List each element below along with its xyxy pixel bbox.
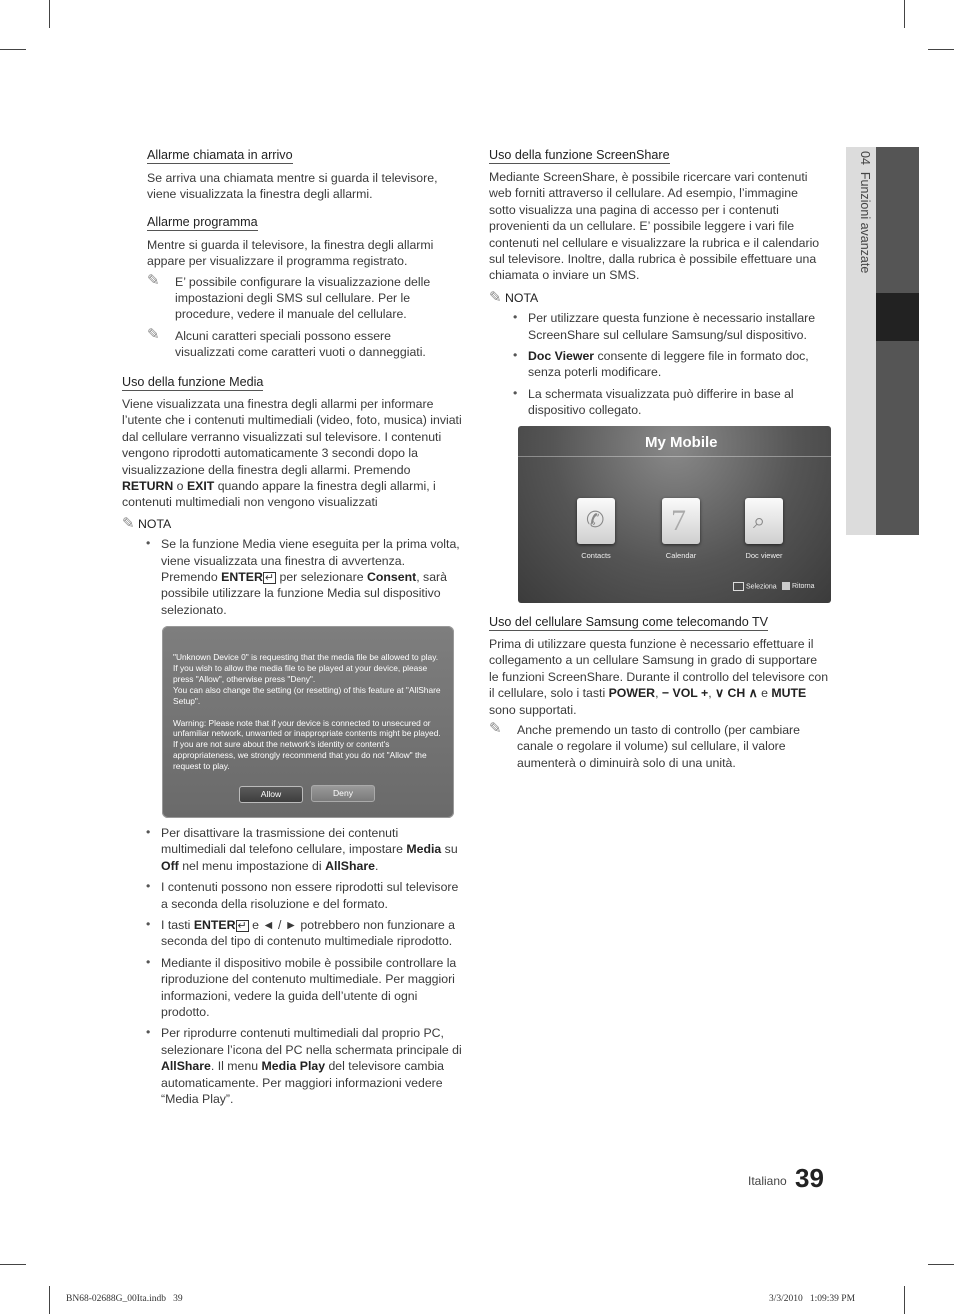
pencil-icon: ✎ bbox=[489, 288, 502, 306]
tab-active-marker bbox=[876, 293, 919, 341]
screenshare-notes-list bbox=[511, 310, 827, 418]
crop-mark bbox=[0, 1264, 26, 1265]
pencil-icon: ✎ bbox=[122, 514, 135, 532]
list-item: • Per riprodurre contenuti multimediali dal proprio PC, selezionare l’icona del PC nella schermata principale di AllShare. Il menu Media Play del televisore cambia automaticamente. Per maggiori informazioni vedere “Media Play”. bbox=[144, 1025, 466, 1107]
list-item: • I contenuti possono non essere riprodotti sul televisore a seconda della risoluzione e del formato. bbox=[144, 879, 466, 912]
pencil-icon: ✎ bbox=[489, 720, 502, 738]
phone-icon: ✆ bbox=[586, 507, 605, 532]
ritorna-hint: Ritorna bbox=[782, 582, 815, 590]
crop-mark bbox=[0, 49, 26, 50]
enter-icon bbox=[733, 582, 744, 591]
doc-viewer-tile[interactable] bbox=[745, 498, 783, 544]
crop-mark bbox=[49, 0, 50, 28]
calendar-label: Calendar bbox=[665, 551, 697, 560]
date-info: 3/3/2010 1:09:39 PM bbox=[769, 1294, 856, 1304]
note-characters bbox=[147, 325, 447, 361]
alarm-program-text: Mentre si guarda il televisore, la finestra degli allarmi appare per visualizzare il programma registrato. bbox=[147, 237, 434, 269]
tab-dark-upper bbox=[876, 147, 919, 293]
volume-keys: − VOL + bbox=[661, 686, 709, 701]
enter-icon: ↵ bbox=[264, 572, 275, 585]
list-item: • Per utilizzare questa funzione è necessario installare ScreenShare sul cellulare Samsung/sul dispositivo. bbox=[511, 310, 827, 343]
crop-mark bbox=[928, 49, 954, 50]
crop-mark bbox=[904, 0, 905, 28]
deny-button[interactable]: Deny bbox=[311, 785, 375, 802]
note-sms bbox=[147, 271, 447, 323]
pencil-icon: ✎ bbox=[147, 325, 160, 343]
alarm-call-heading: Allarme chiamata in arrivo bbox=[147, 148, 293, 162]
media-permission-dialog bbox=[162, 626, 454, 818]
screenshare-text: Mediante ScreenShare, è possibile ricercare vari contenuti web forniti attraverso il cellulare. Ad esempio, l’immagine sotto visualizza una pagina di accesso per i contenuti provenienti da un cellulare. E’ possibile leggere i vari file contenuti nel cellulare e visualizzare la rubrica e il calendario sul televisore. Inoltre, dalla rubrica è possibile effettuare una chiamata o inviare un SMS. bbox=[489, 170, 820, 283]
file-info: BN68-02688G_00Ita.indb 39 bbox=[66, 1294, 183, 1304]
exit-key: EXIT bbox=[186, 479, 215, 494]
media-text: Viene visualizzata una finestra degli allarmi per informare l’utente che i contenuti multimediali (video, foto, musica) inviati dal cellulare verranno visualizzati sul televisore. I contenuti vengono riprodotti automaticamente 3 secondi dopo la visualizzazione della finestra degli allarmi. Premendo RETURN o EXIT quando appare la finestra degli allarmi, i contenuti multimediali non vengono visualizzati bbox=[122, 397, 462, 510]
list-item: • I tasti ENTER ↵ e ◄ / ► potrebbero non funzionare a seconda del tipo di contenuto multimediale riprodotto. bbox=[144, 917, 466, 950]
pencil-icon: ✎ bbox=[147, 271, 160, 289]
my-mobile-title: My Mobile bbox=[645, 434, 718, 451]
nota-label: ✎ NOTA bbox=[122, 514, 172, 532]
return-key: RETURN bbox=[122, 479, 174, 494]
remote-control-heading: Uso del cellulare Samsung come telecomando TV bbox=[489, 615, 769, 629]
screenshare-heading: Uso della funzione ScreenShare bbox=[489, 148, 670, 162]
media-notes-list-2 bbox=[144, 825, 466, 1108]
calendar-tile[interactable] bbox=[662, 498, 700, 544]
list-item: • La schermata visualizzata può differire in base al dispositivo collegato. bbox=[511, 386, 827, 419]
enter-icon: ↵ bbox=[237, 920, 247, 933]
footer-language: Italiano bbox=[748, 1174, 787, 1188]
crop-mark bbox=[928, 1264, 954, 1265]
crop-mark bbox=[49, 1286, 50, 1314]
media-notes-list bbox=[144, 536, 464, 618]
seleziona-hint: Seleziona bbox=[733, 582, 777, 591]
page-number: 39 bbox=[795, 1163, 824, 1193]
note-sms-text: E’ possibile configurare la visualizzazione delle impostazioni degli SMS sul cellulare. Per le procedure, vedere il manuale del cellulare. bbox=[175, 274, 431, 322]
list-item: • Per disattivare la trasmissione dei contenuti multimediali dal telefono cellulare, impostare Media su Off nel menu impostazione di AllShare. bbox=[144, 825, 466, 874]
list-item: • Mediante il dispositivo mobile è possibile controllare la riproduzione del contenuto multimediale. Per maggiori informazioni, vedere la guida dell’utente di ogni prodotto. bbox=[144, 955, 466, 1021]
crop-mark bbox=[904, 1286, 905, 1314]
dialog-text: "Unknown Device 0" is requesting that the media file be allowed to play. If you wish to allow the media file to be played at your device, please press "Allow", otherwise press "Deny". You can also change the setting (or resetting) of this feature at "AllShare Setup". Warning: Please note that if your device is connected to unsecured or unfamiliar network, unwanted or inappropriate contents might be played. If you are not sure about the network's identity or content's appropriateness, we strongly recommend that you do not "Allow" the request to play. bbox=[173, 652, 441, 772]
channel-keys: ∨ CH ∧ bbox=[715, 686, 758, 701]
remote-control-section bbox=[489, 613, 829, 771]
screenshare-section bbox=[489, 146, 827, 424]
list-item: • Doc Viewer consente di leggere file in formato doc, senza poterli modificare. bbox=[511, 348, 827, 381]
return-icon bbox=[782, 582, 790, 590]
magnifier-icon: ⌕ bbox=[753, 508, 766, 533]
note-characters-text: Alcuni caratteri speciali possono essere visualizzati come caratteri vuoti o danneggiati. bbox=[175, 328, 426, 360]
media-more-notes bbox=[144, 825, 466, 1113]
chapter-label bbox=[852, 151, 872, 351]
media-section bbox=[122, 373, 464, 623]
alarm-call-text: Se arriva una chiamata mentre si guarda il televisore, viene visualizzata la finestra degli allarmi. bbox=[147, 171, 438, 202]
calendar-icon: 7 bbox=[671, 504, 686, 537]
note-remote: ✎ Anche premendo un tasto di controllo (per cambiare canale o regolare il volume) sul cellulare, il valore aumenterà o diminuirà solo di una unità. bbox=[489, 720, 800, 770]
alarm-program-heading: Allarme programma bbox=[147, 214, 258, 229]
contacts-label: Contacts bbox=[581, 551, 611, 560]
chapter-number: 04 bbox=[858, 151, 872, 165]
allow-button[interactable]: Allow bbox=[239, 786, 303, 803]
my-mobile-screen bbox=[518, 426, 831, 603]
media-heading: Uso della funzione Media bbox=[122, 375, 264, 389]
my-mobile-divider bbox=[518, 456, 831, 457]
doc-viewer-label: Doc viewer bbox=[745, 551, 783, 560]
alarm-call-section bbox=[147, 146, 447, 361]
remote-control-text: Prima di utilizzare questa funzione è necessario effettuare il collegamento a un cellulare Samsung in grado di supportare le funzioni ScreenShare. Durante il controllo del televisore con il cellulare, solo i tasti POWER, − VOL +, ∨ CH ∧ e MUTE sono supportati. bbox=[489, 637, 829, 717]
list-item: • Se la funzione Media viene eseguita per la prima volta, viene visualizzata una finestra di avvertenza. Premendo ENTER ↵ per selezionare Consent, sarà possibile utilizzare la funzione Media sul dispositivo selezionato. bbox=[144, 536, 464, 618]
tab-dark-lower bbox=[876, 341, 919, 535]
chapter-tab bbox=[846, 147, 919, 535]
nota-label: ✎ NOTA bbox=[489, 288, 539, 306]
contacts-tile[interactable] bbox=[577, 498, 615, 544]
chapter-title: Funzioni avanzate bbox=[858, 171, 872, 274]
